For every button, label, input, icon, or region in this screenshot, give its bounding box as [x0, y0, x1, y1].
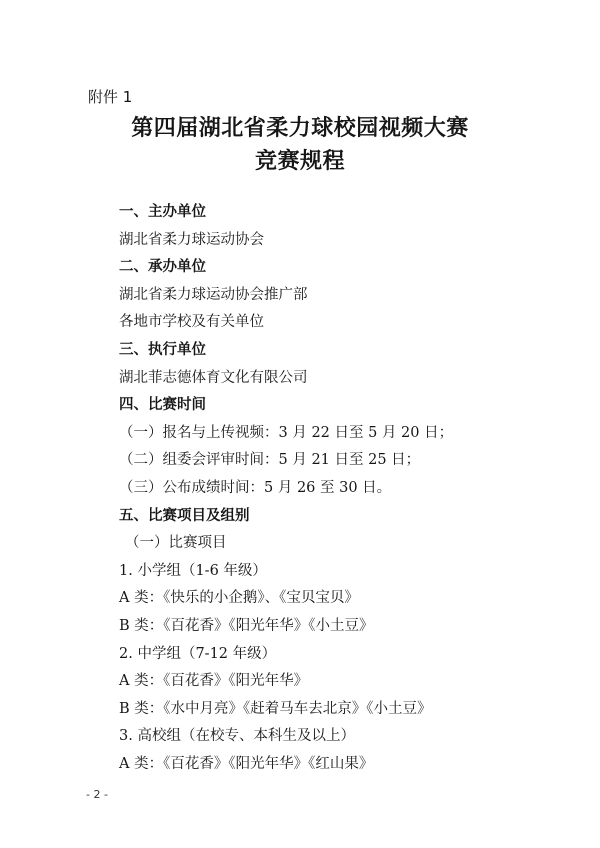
section-heading: 二、承办单位: [119, 259, 206, 276]
text-line: 各地市学校及有关单位: [119, 314, 264, 331]
section-heading: 一、主办单位: [119, 204, 206, 220]
text-line: 1. 小学组（1-6 年级）: [119, 562, 267, 579]
text-line: 湖北省柔力球运动协会: [119, 231, 264, 248]
text-line: B 类：《水中月亮》《赶着马车去北京》《小土豆》: [119, 700, 432, 717]
text-line: A 类：《百花香》《阳光年华》《红山果》: [119, 756, 374, 772]
section-heading: 四、比赛时间: [119, 397, 206, 414]
text-line: 湖北省柔力球运动协会推广部: [119, 286, 308, 303]
section-heading: 五、比赛项目及组别: [119, 507, 250, 524]
text-line: 3. 高校组（在校专、本科生及以上）: [119, 728, 355, 745]
text-line: A 类：《百花香》《阳光年华》: [119, 673, 309, 690]
text-line: 湖北菲志德体育文化有限公司: [119, 369, 308, 386]
text-line: 2. 中学组（7-12 年级）: [119, 645, 277, 662]
section-heading: 三、执行单位: [119, 342, 206, 358]
page-number: - 2 -: [86, 788, 108, 801]
document-subtitle: 竞赛规程: [254, 148, 345, 174]
text-line: A 类：《快乐的小企鹅》、《宝贝宝贝》: [119, 590, 359, 607]
document-title: 第四届湖北省柔力球校园视频大赛: [131, 115, 469, 141]
text-line: （三）公布成绩时间：5 月 26 至 30 日。: [119, 480, 392, 496]
text-line: （二）组委会评审时间：5 月 21 日至 25 日；: [119, 452, 421, 469]
text-line: （一）报名与上传视频：3 月 22 日至 5 月 20 日；: [119, 424, 454, 441]
text-line: B 类：《百花香》《阳光年华》《小土豆》: [119, 618, 374, 634]
attachment-label: 附件 1: [88, 88, 133, 106]
text-line: （一）比赛项目: [125, 535, 227, 552]
